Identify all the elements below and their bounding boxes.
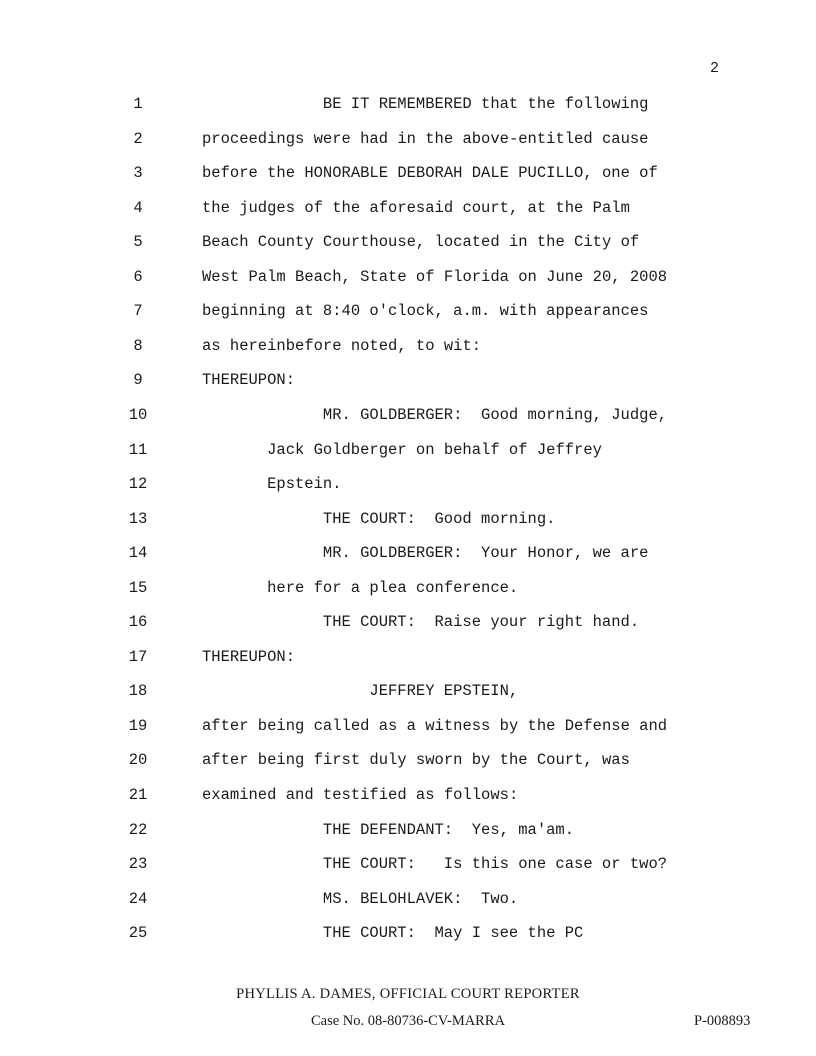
line-text: THE COURT: Raise your right hand. — [322, 613, 640, 632]
line-text: as hereinbefore noted, to wit: — [202, 336, 482, 355]
line-text: after being first duly sworn by the Court, was — [202, 751, 630, 770]
line-text: here for a plea conference. — [267, 578, 519, 597]
line-text: JEFFREY EPSTEIN, — [369, 682, 519, 701]
transcript-line — [0, 507, 816, 531]
line-text: THE COURT: May I see the PC — [322, 924, 584, 943]
line-number: 16 — [128, 613, 148, 632]
line-text: BE IT REMEMBERED that the following — [322, 95, 649, 113]
transcript-line — [0, 748, 816, 772]
transcript-line — [0, 230, 816, 254]
transcript-line — [0, 887, 816, 911]
line-number: 8 — [133, 336, 143, 355]
line-text: THEREUPON: — [202, 371, 296, 390]
footer-bates-number: P-008893 — [694, 1013, 751, 1029]
line-text: after being called as a witness by the Defense and — [202, 716, 668, 735]
transcript-line — [0, 92, 816, 116]
line-number: 7 — [133, 302, 143, 321]
transcript-line — [0, 610, 816, 634]
line-number: 15 — [128, 578, 148, 597]
line-number: 23 — [128, 855, 148, 874]
line-number: 25 — [128, 924, 148, 943]
footer-reporter-credit: PHYLLIS A. DAMES, OFFICIAL COURT REPORTER — [236, 986, 580, 1002]
line-number: 21 — [128, 786, 148, 804]
line-number: 6 — [133, 267, 143, 286]
line-number: 13 — [128, 509, 148, 528]
line-number: 3 — [133, 164, 143, 183]
transcript-line — [0, 403, 816, 427]
line-text: Epstein. — [267, 475, 342, 494]
line-text: THE COURT: Good morning. — [322, 509, 556, 528]
line-number: 9 — [133, 371, 143, 390]
line-number: 14 — [128, 544, 148, 563]
page-number: 2 — [710, 60, 720, 77]
line-text: MS. BELOHLAVEK: Two. — [322, 889, 519, 908]
line-number: 24 — [128, 889, 148, 908]
transcript-line — [0, 645, 816, 669]
transcript-line — [0, 852, 816, 876]
line-number: 1 — [133, 95, 143, 113]
transcript-line — [0, 783, 816, 807]
transcript-line — [0, 368, 816, 392]
transcript-line — [0, 541, 816, 565]
line-number: 22 — [128, 820, 148, 839]
transcript-line — [0, 679, 816, 703]
line-text: before the HONORABLE DEBORAH DALE PUCILLO, one of — [202, 164, 658, 183]
line-text: Beach County Courthouse, located in the City of — [202, 233, 640, 252]
footer-case-number: Case No. 08-80736-CV-MARRA — [310, 1013, 505, 1029]
transcript-line — [0, 921, 816, 945]
transcript-line — [0, 161, 816, 185]
line-number: 17 — [128, 647, 148, 666]
line-text: THE DEFENDANT: Yes, ma'am. — [322, 820, 575, 839]
line-text: THE COURT: Is this one case or two? — [322, 855, 668, 874]
transcript-line — [0, 299, 816, 323]
line-number: 4 — [133, 198, 143, 217]
line-text: THEREUPON: — [202, 647, 296, 666]
line-text: Jack Goldberger on behalf of Jeffrey — [267, 440, 602, 459]
line-number: 2 — [133, 129, 143, 148]
line-number: 20 — [128, 751, 148, 770]
line-number: 19 — [128, 716, 148, 735]
line-number: 12 — [128, 475, 148, 494]
transcript-line — [0, 818, 816, 842]
line-number: 18 — [128, 682, 148, 701]
transcript-line — [0, 334, 816, 358]
transcript-line — [0, 196, 816, 220]
transcript-line — [0, 714, 816, 738]
transcript-line — [0, 127, 816, 151]
line-number: 11 — [128, 440, 148, 459]
line-text: MR. GOLDBERGER: Good morning, Judge, — [322, 405, 668, 424]
line-text: beginning at 8:40 o'clock, a.m. with appearances — [202, 302, 649, 321]
line-text: proceedings were had in the above-entitled cause — [202, 129, 649, 148]
line-text: West Palm Beach, State of Florida on June 20, 2008 — [202, 267, 668, 286]
line-number: 5 — [133, 233, 143, 252]
line-number: 10 — [128, 405, 148, 424]
line-text: the judges of the aforesaid court, at the Palm — [202, 198, 630, 217]
transcript-line — [0, 265, 816, 289]
line-text: examined and testified as follows: — [202, 786, 519, 804]
transcript-line — [0, 576, 816, 600]
line-text: MR. GOLDBERGER: Your Honor, we are — [322, 544, 649, 563]
transcript-line — [0, 438, 816, 462]
transcript-line — [0, 472, 816, 496]
